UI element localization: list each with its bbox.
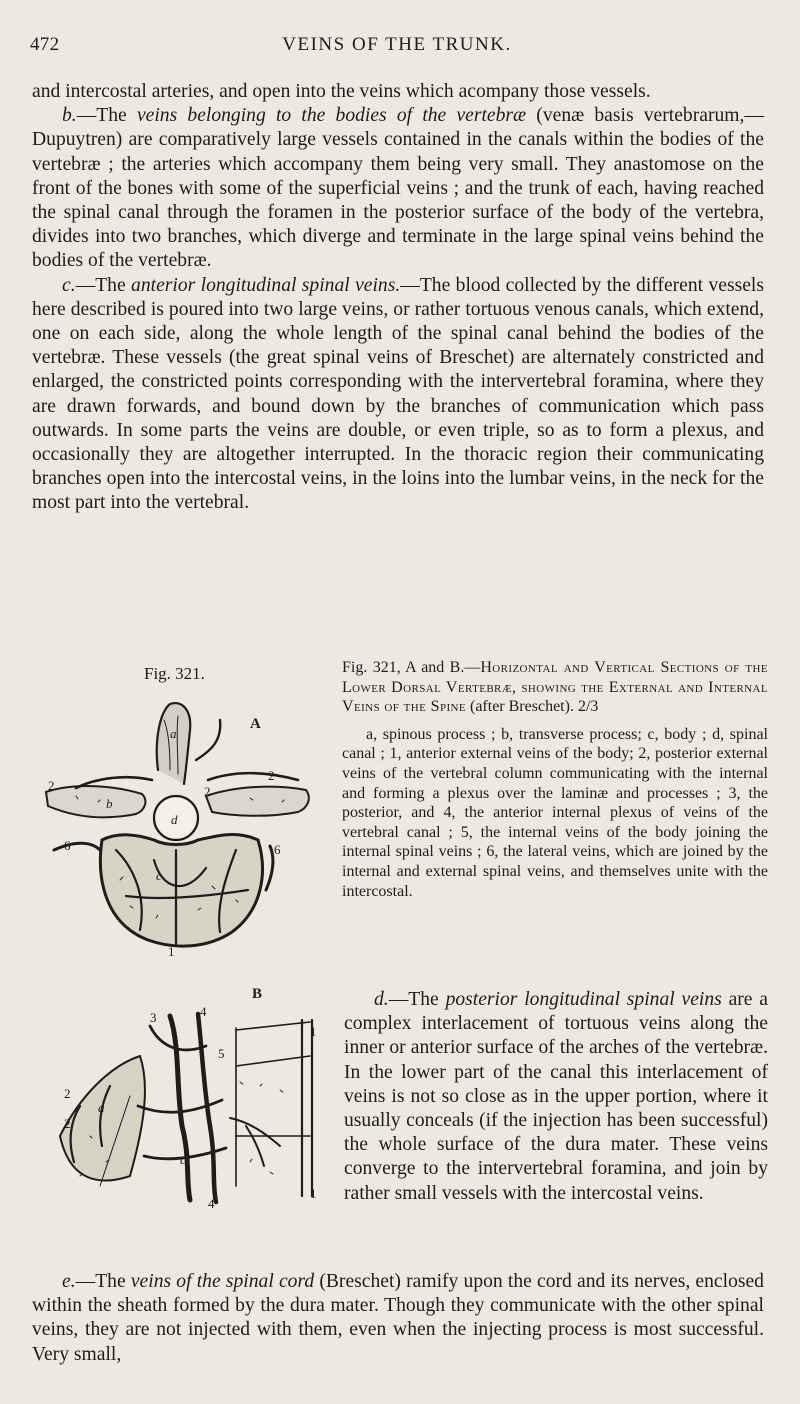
label-b-5: 5 (218, 1046, 225, 1061)
main-text-top (32, 80, 764, 516)
label-a-1: 1 (168, 944, 175, 959)
label-a-6-right: 6 (274, 842, 281, 857)
paragraph-b-title: veins belonging to the bodies of the vertebræ (136, 105, 527, 127)
label-a-2-top: 2 (204, 784, 211, 799)
paragraph-e (32, 1270, 764, 1367)
label-a-c: c (156, 868, 162, 883)
label-b-1-bottom: 1 (310, 1186, 317, 1201)
label-a-d: d (171, 812, 178, 827)
figure-321-b (40, 986, 330, 1216)
label-b-4-top: 4 (200, 1004, 207, 1019)
label-b-c: c (180, 1152, 186, 1167)
paragraph-b-label: b. (62, 105, 77, 127)
paragraph-b-dash: —The (76, 105, 137, 127)
panel-a-letter: A (250, 716, 261, 732)
label-a-2-left: 2 (48, 778, 55, 793)
paragraph-d (344, 988, 768, 1206)
panel-b-letter: B (252, 986, 263, 1002)
label-b-2-upper: 2 (64, 1086, 71, 1101)
paragraph-c-title: anterior longitudinal spinal veins. (131, 274, 401, 296)
page-number: 472 (30, 34, 60, 55)
running-title: VEINS OF THE TRUNK. (282, 34, 512, 55)
paragraph-d-title: posterior longitudinal spinal veins (445, 989, 722, 1010)
paragraph-c (32, 274, 764, 516)
main-text-bottom (32, 1270, 764, 1367)
paragraph-b (32, 104, 764, 273)
figure-label: Fig. 321. (144, 664, 205, 683)
paragraph-d-label: d. (374, 989, 389, 1010)
paragraph-e-title: veins of the spinal cord (130, 1271, 315, 1292)
caption-lead: Fig. 321, A and B.— (342, 659, 481, 676)
caption-legend: a, spinous process ; b, transverse process; c, body ; d, spinal canal ; 1, anterior external veins of the body; 2, posterior external veins of the vertebral column communicating with the internal and forming a plexus over the laminæ and processes ; 3, the posterior, and 4, the anterior internal plexus of veins of the vertebral canal ; 5, the internal veins of the body joining the internal spinal veins ; 6, the lateral veins, which are joined by the internal and external spinal veins, and themselves unite with the intercostal. (342, 725, 768, 900)
caption-title: Horizontal and Vertical Sections of the Lower Dorsal Vertebræ, showing the External and Internal Veins of the Spine (342, 659, 768, 716)
caption-after: (after Breschet). (466, 698, 578, 716)
label-a-2-right: 2 (268, 768, 275, 783)
paragraph-c-label: c. (62, 274, 76, 296)
label-b-3: 3 (150, 1010, 157, 1025)
caption-heading (342, 658, 768, 717)
paragraph-c-text: —The blood collected by the different vessels here described is poured into two large veins, or rather tortuous venous canals, which extend, one on each side, along the whole length of the spinal canal behind the bodies of the vertebræ. These vessels (the great spinal veins of Breschet) are alternately constricted and enlarged, the constricted points corresponding with the intervertebral foramina, where they are drawn forwards, and bound down by the branches of communication which pass outwards. In some parts the veins are double, or even triple, so as to form a plexus, and occasionally they are altogether interrupted. In the thoracic region their communicating branches open into the intercostal veins, in the loins into the lumbar veins, in the neck for the most part into the vertebral. (32, 274, 764, 514)
paragraph-d-dash: —The (388, 989, 446, 1010)
paragraph-e-label: e. (62, 1271, 76, 1292)
label-a-a: a (170, 726, 177, 741)
vertebra-vertical-section-drawing (40, 986, 330, 1216)
vertebra-horizontal-section-drawing (36, 700, 326, 962)
label-b-2-lower: 2 (64, 1116, 71, 1131)
paragraph-e-text: (Breschet) ramify upon the cord and its nerves, enclosed within the sheath formed by the dura mater. Though they communicate with the other spinal veins, they are not injected with them, even when the injecting process is most successful. Very small, (32, 1271, 764, 1365)
label-b-4-bottom: 4 (208, 1196, 215, 1211)
paragraph-b-text: (venæ basis vertebrarum,—Dupuytren) are comparatively large vessels contained in the canals within the bodies of the vertebræ ; the arteries which accompany them being very small. They anastomose on the front of the bones with some of the superficial veins ; and the trunk of each, having reached the spinal canal through the foramen in the posterior surface of the body of the vertebra, divides into two branches, which diverge and terminate in the large spinal veins behind the bodies of the vertebræ. (32, 105, 764, 272)
label-a-6-left: 6 (64, 838, 71, 853)
label-b-1-top: 1 (310, 1024, 317, 1039)
caption-scale: 2/3 (577, 698, 599, 716)
figure-caption (342, 658, 768, 901)
paragraph-d-text: are a complex interlacement of tortuous veins along the inner or anterior surface of the arches of the vertebræ. In the lower part of the canal this interlacement of veins is not so close as in the upper portion, where it usually conceals (if the injection has been successful) the whole surface of the dura mater. These veins converge to the intervertebral foramina, and join by rather small vessels with the intercostal veins. (344, 989, 768, 1204)
figure-321-a (36, 700, 326, 962)
intro-paragraph: and intercostal arteries, and open into the veins which acompany those vessels. (32, 81, 651, 102)
paragraph-c-dash: —The (75, 274, 132, 296)
page-header (30, 30, 764, 60)
label-a-b: b (106, 796, 113, 811)
paragraph-e-dash: —The (75, 1271, 131, 1292)
label-b-a: a (98, 1100, 105, 1115)
